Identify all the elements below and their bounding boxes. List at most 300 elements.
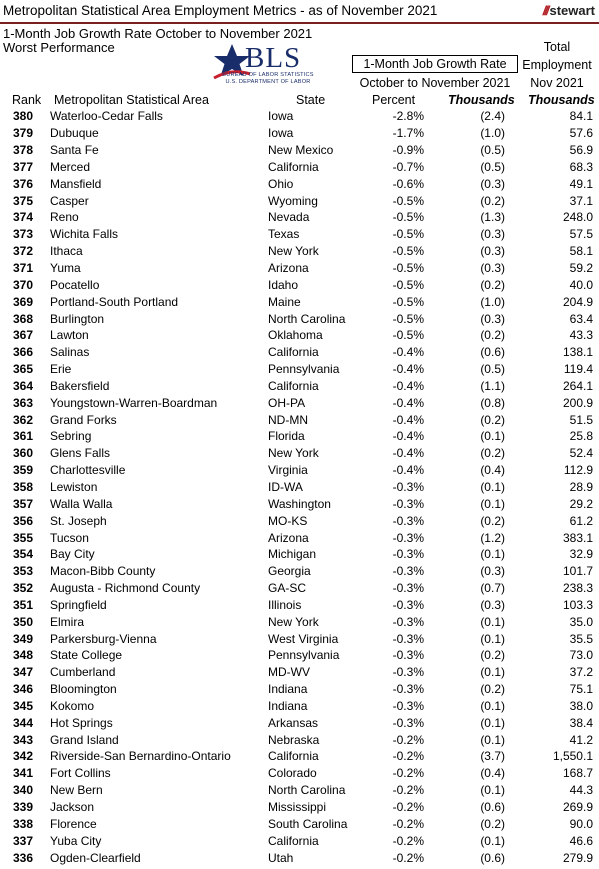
cell-msa: Charlottesville xyxy=(50,463,126,478)
cell-th: (0.6) xyxy=(480,850,505,865)
cell-emp: 59.2 xyxy=(569,261,593,276)
cell-rank: 349 xyxy=(12,631,34,646)
cell-emp: 279.9 xyxy=(562,850,593,865)
cell-pct: -0.3% xyxy=(392,547,424,562)
cell-msa: Jackson xyxy=(50,800,95,815)
cell-rank: 357 xyxy=(12,496,34,511)
table-row xyxy=(0,108,593,125)
cell-msa: Augusta - Richmond County xyxy=(50,581,201,596)
cell-emp: 138.1 xyxy=(562,345,593,360)
period-header: October to November 2021 xyxy=(359,76,511,90)
cell-th: (0.1) xyxy=(480,496,505,511)
cell-th: (2.4) xyxy=(480,109,505,124)
cell-msa: Yuma xyxy=(50,261,81,276)
cell-th: (1.3) xyxy=(480,210,505,225)
cell-rank: 367 xyxy=(12,328,34,343)
cell-pct: -0.3% xyxy=(392,564,424,579)
cell-th: (0.6) xyxy=(480,800,505,815)
cell-th: (0.1) xyxy=(480,631,505,646)
cell-th: (0.6) xyxy=(480,345,505,360)
cell-state: California xyxy=(268,378,319,393)
cell-emp: 32.9 xyxy=(569,547,593,562)
cell-pct: -0.5% xyxy=(392,210,424,225)
table-row xyxy=(0,243,593,260)
cell-msa: Bloomington xyxy=(50,682,117,697)
cell-th: (0.2) xyxy=(480,412,505,427)
cell-th: (0.8) xyxy=(480,395,505,410)
cell-pct: -0.4% xyxy=(392,463,424,478)
cell-rank: 377 xyxy=(12,159,34,174)
cell-th: (0.2) xyxy=(480,446,505,461)
cell-state: Idaho xyxy=(268,277,299,292)
page-title: Metropolitan Statistical Area Employment Metrics - as of November 2021 xyxy=(3,3,438,18)
cell-state: ND-MN xyxy=(268,412,308,427)
table-row xyxy=(0,563,593,580)
cell-emp: 29.2 xyxy=(569,496,593,511)
cell-pct: -0.3% xyxy=(392,648,424,663)
cell-emp: 168.7 xyxy=(562,766,593,781)
table-row xyxy=(0,462,593,479)
cell-state: Virginia xyxy=(268,463,308,478)
table-row xyxy=(0,479,593,496)
cell-emp: 52.4 xyxy=(569,446,593,461)
cell-state: Arizona xyxy=(268,530,309,545)
table-row xyxy=(0,394,593,411)
table-row xyxy=(0,782,593,799)
cell-th: (3.7) xyxy=(480,749,505,764)
stewart-logo: /// stewart xyxy=(542,3,595,18)
table-row xyxy=(0,276,593,293)
cell-pct: -0.4% xyxy=(392,446,424,461)
cell-emp: 40.0 xyxy=(569,277,593,292)
cell-state: California xyxy=(268,833,319,848)
cell-rank: 339 xyxy=(12,800,34,815)
cell-state: New York xyxy=(268,446,319,461)
table-row xyxy=(0,580,593,597)
cell-rank: 378 xyxy=(12,143,34,158)
table-row xyxy=(0,327,593,344)
cell-state: Indiana xyxy=(268,682,308,697)
cell-msa: Ithaca xyxy=(50,244,83,259)
cell-rank: 374 xyxy=(12,210,34,225)
cell-emp: 44.3 xyxy=(569,783,593,798)
cell-th: (0.1) xyxy=(480,698,505,713)
cell-msa: Macon-Bibb County xyxy=(50,564,156,579)
table-row xyxy=(0,529,593,546)
table-row xyxy=(0,293,593,310)
cell-th: (0.1) xyxy=(480,429,505,444)
cell-th: (0.2) xyxy=(480,513,505,528)
cell-state: Colorado xyxy=(268,766,317,781)
cell-pct: -0.3% xyxy=(392,715,424,730)
cell-th: (0.2) xyxy=(480,277,505,292)
table-row xyxy=(0,765,593,782)
cell-state: Michigan xyxy=(268,547,317,562)
cell-state: Utah xyxy=(268,850,294,865)
cell-pct: -0.3% xyxy=(392,631,424,646)
cell-emp: 248.0 xyxy=(562,210,593,225)
cell-pct: -0.6% xyxy=(392,176,424,191)
cell-rank: 362 xyxy=(12,412,34,427)
cell-state: New York xyxy=(268,244,319,259)
cell-pct: -0.3% xyxy=(392,530,424,545)
cell-emp: 84.1 xyxy=(569,109,593,124)
cell-pct: -0.7% xyxy=(392,159,424,174)
cell-rank: 370 xyxy=(12,277,34,292)
cell-pct: -0.4% xyxy=(392,378,424,393)
cell-state: Illinois xyxy=(268,597,302,612)
table-row xyxy=(0,698,593,715)
cell-rank: 363 xyxy=(12,395,34,410)
cell-th: (0.1) xyxy=(480,614,505,629)
cell-pct: -1.7% xyxy=(392,126,424,141)
cell-rank: 340 xyxy=(12,783,34,798)
cell-rank: 355 xyxy=(12,530,34,545)
cell-emp: 43.3 xyxy=(569,328,593,343)
cell-msa: Reno xyxy=(50,210,79,225)
cell-th: (0.3) xyxy=(480,244,505,259)
column-header-rank: Rank xyxy=(12,93,42,107)
cell-state: New York xyxy=(268,614,319,629)
cell-th: (0.2) xyxy=(480,193,505,208)
table-row xyxy=(0,731,593,748)
cell-state: Arkansas xyxy=(268,715,319,730)
table-row xyxy=(0,664,593,681)
cell-th: (0.1) xyxy=(480,665,505,680)
cell-state: Georgia xyxy=(268,564,311,579)
cell-emp: 200.9 xyxy=(562,395,593,410)
cell-rank: 373 xyxy=(12,227,34,242)
total-header-line1: Total xyxy=(543,40,571,54)
cell-msa: Salinas xyxy=(50,345,90,360)
table-row xyxy=(0,546,593,563)
cell-emp: 90.0 xyxy=(569,816,593,831)
cell-rank: 368 xyxy=(12,311,34,326)
cell-pct: -0.4% xyxy=(392,412,424,427)
table-row xyxy=(0,344,593,361)
column-header-state: State xyxy=(296,93,326,107)
cell-pct: -0.2% xyxy=(392,783,424,798)
table-row xyxy=(0,445,593,462)
cell-rank: 361 xyxy=(12,429,34,444)
cell-pct: -0.5% xyxy=(392,328,424,343)
cell-rank: 345 xyxy=(12,698,34,713)
cell-msa: Fort Collins xyxy=(50,766,111,781)
cell-pct: -0.5% xyxy=(392,244,424,259)
cell-msa: Santa Fe xyxy=(50,143,99,158)
cell-th: (0.2) xyxy=(480,816,505,831)
cell-emp: 56.9 xyxy=(569,143,593,158)
cell-pct: -0.4% xyxy=(392,345,424,360)
table-row xyxy=(0,378,593,395)
cell-msa: Grand Forks xyxy=(50,412,117,427)
cell-msa: Dubuque xyxy=(50,126,99,141)
cell-rank: 359 xyxy=(12,463,34,478)
cell-pct: -0.3% xyxy=(392,479,424,494)
cell-th: (1.0) xyxy=(480,126,505,141)
cell-rank: 351 xyxy=(12,597,34,612)
bls-logo-department: U.S. DEPARTMENT OF LABOR xyxy=(225,79,311,85)
table-row xyxy=(0,849,593,866)
cell-rank: 352 xyxy=(12,581,34,596)
cell-emp: 204.9 xyxy=(562,294,593,309)
cell-rank: 342 xyxy=(12,749,34,764)
cell-rank: 350 xyxy=(12,614,34,629)
cell-msa: Tucson xyxy=(50,530,89,545)
cell-rank: 366 xyxy=(12,345,34,360)
cell-state: Florida xyxy=(268,429,305,444)
cell-pct: -0.3% xyxy=(392,513,424,528)
cell-rank: 337 xyxy=(12,833,34,848)
cell-state: West Virginia xyxy=(268,631,339,646)
cell-state: Arizona xyxy=(268,261,309,276)
cell-emp: 75.1 xyxy=(569,682,593,697)
cell-msa: Wichita Falls xyxy=(50,227,119,242)
cell-th: (0.5) xyxy=(480,362,505,377)
bls-logo-text: BLS xyxy=(245,42,302,74)
cell-rank: 364 xyxy=(12,378,34,393)
cell-emp: 28.9 xyxy=(569,479,593,494)
cell-emp: 103.3 xyxy=(562,597,593,612)
table-row xyxy=(0,815,593,832)
cell-rank: 376 xyxy=(12,176,34,191)
cell-pct: -0.2% xyxy=(392,816,424,831)
cell-emp: 73.0 xyxy=(569,648,593,663)
cell-pct: -0.5% xyxy=(392,311,424,326)
cell-emp: 101.7 xyxy=(562,564,593,579)
cell-pct: -0.5% xyxy=(392,277,424,292)
cell-th: (1.0) xyxy=(480,294,505,309)
cell-msa: New Bern xyxy=(50,783,103,798)
cell-rank: 341 xyxy=(12,766,34,781)
table-row xyxy=(0,748,593,765)
cell-rank: 365 xyxy=(12,362,34,377)
table-row xyxy=(0,714,593,731)
cell-rank: 380 xyxy=(12,109,34,124)
cell-msa: St. Joseph xyxy=(50,513,107,528)
cell-rank: 379 xyxy=(12,126,34,141)
cell-pct: -0.2% xyxy=(392,800,424,815)
cell-msa: Portland-South Portland xyxy=(50,294,179,309)
cell-th: (0.2) xyxy=(480,328,505,343)
column-header-employment-thousands: Thousands xyxy=(528,93,595,107)
cell-msa: Elmira xyxy=(50,614,85,629)
cell-emp: 35.5 xyxy=(569,631,593,646)
cell-state: ID-WA xyxy=(268,479,303,494)
table-row xyxy=(0,260,593,277)
cell-rank: 356 xyxy=(12,513,34,528)
table-row xyxy=(0,428,593,445)
cell-emp: 63.4 xyxy=(569,311,593,326)
cell-emp: 264.1 xyxy=(562,378,593,393)
table-row xyxy=(0,799,593,816)
cell-emp: 57.5 xyxy=(569,227,593,242)
cell-pct: -2.8% xyxy=(392,109,424,124)
cell-msa: Youngstown-Warren-Boardman xyxy=(50,395,218,410)
cell-pct: -0.5% xyxy=(392,227,424,242)
cell-state: California xyxy=(268,749,319,764)
cell-msa: Bay City xyxy=(50,547,95,562)
cell-emp: 38.0 xyxy=(569,698,593,713)
cell-state: MO-KS xyxy=(268,513,308,528)
table-row xyxy=(0,411,593,428)
cell-pct: -0.3% xyxy=(392,597,424,612)
table-row xyxy=(0,647,593,664)
cell-emp: 41.2 xyxy=(569,732,593,747)
cell-state: Pennsylvania xyxy=(268,362,340,377)
column-header-thousands: Thousands xyxy=(448,93,515,107)
cell-msa: Parkersburg-Vienna xyxy=(50,631,157,646)
cell-pct: -0.3% xyxy=(392,698,424,713)
table-row xyxy=(0,613,593,630)
cell-pct: -0.3% xyxy=(392,665,424,680)
table-row xyxy=(0,596,593,613)
cell-th: (0.3) xyxy=(480,227,505,242)
cell-rank: 344 xyxy=(12,715,34,730)
cell-rank: 354 xyxy=(12,547,34,562)
cell-th: (0.1) xyxy=(480,732,505,747)
cell-emp: 61.2 xyxy=(569,513,593,528)
cell-msa: Ogden-Clearfield xyxy=(50,850,141,865)
cell-msa: Merced xyxy=(50,159,91,174)
cell-rank: 372 xyxy=(12,244,34,259)
cell-emp: 119.4 xyxy=(563,362,593,377)
table-row xyxy=(0,175,593,192)
cell-rank: 360 xyxy=(12,446,34,461)
cell-state: Mississippi xyxy=(268,800,327,815)
cell-msa: Sebring xyxy=(50,429,92,444)
cell-msa: Waterloo-Cedar Falls xyxy=(50,109,163,124)
cell-msa: Kokomo xyxy=(50,698,95,713)
cell-pct: -0.2% xyxy=(392,850,424,865)
table-row xyxy=(0,125,593,142)
cell-emp: 49.1 xyxy=(569,176,593,191)
cell-state: North Carolina xyxy=(268,311,346,326)
cell-emp: 112.9 xyxy=(563,463,593,478)
cell-msa: Yuba City xyxy=(50,833,102,848)
cell-th: (0.1) xyxy=(480,479,505,494)
cell-msa: Springfield xyxy=(50,597,107,612)
cell-state: New Mexico xyxy=(268,143,334,158)
subtitle-worst-performance: Worst Performance xyxy=(3,40,115,55)
cell-emp: 58.1 xyxy=(569,244,593,259)
cell-msa: Cumberland xyxy=(50,665,116,680)
cell-emp: 383.1 xyxy=(562,530,593,545)
table-row xyxy=(0,495,593,512)
table-row xyxy=(0,226,593,243)
cell-rank: 369 xyxy=(12,294,34,309)
cell-pct: -0.2% xyxy=(392,833,424,848)
cell-th: (0.3) xyxy=(480,597,505,612)
cell-msa: Bakersfield xyxy=(50,378,110,393)
cell-th: (0.3) xyxy=(480,261,505,276)
table-row xyxy=(0,512,593,529)
cell-pct: -0.4% xyxy=(392,429,424,444)
cell-emp: 1,550.1 xyxy=(552,749,593,764)
cell-pct: -0.3% xyxy=(392,496,424,511)
cell-rank: 347 xyxy=(12,665,34,680)
cell-th: (0.1) xyxy=(480,547,505,562)
cell-th: (0.7) xyxy=(480,581,505,596)
cell-state: Maine xyxy=(268,294,301,309)
msa-table xyxy=(0,108,593,866)
cell-emp: 238.3 xyxy=(562,581,593,596)
cell-state: Iowa xyxy=(268,126,294,141)
cell-rank: 343 xyxy=(12,732,34,747)
table-row xyxy=(0,681,593,698)
cell-state: GA-SC xyxy=(268,581,307,596)
cell-state: Ohio xyxy=(268,176,294,191)
growth-rate-box-header: 1-Month Job Growth Rate xyxy=(352,55,518,73)
table-row xyxy=(0,630,593,647)
column-header-msa: Metropolitan Statistical Area xyxy=(54,93,209,107)
cell-rank: 371 xyxy=(12,261,34,276)
cell-emp: 269.9 xyxy=(562,800,593,815)
cell-rank: 346 xyxy=(12,682,34,697)
cell-emp: 46.6 xyxy=(569,833,593,848)
cell-rank: 375 xyxy=(12,193,34,208)
cell-th: (0.2) xyxy=(480,682,505,697)
cell-emp: 35.0 xyxy=(569,614,593,629)
cell-msa: Hot Springs xyxy=(50,715,113,730)
cell-pct: -0.9% xyxy=(392,143,424,158)
cell-msa: Mansfield xyxy=(50,176,102,191)
cell-rank: 338 xyxy=(12,816,34,831)
cell-th: (0.3) xyxy=(480,176,505,191)
cell-msa: Erie xyxy=(50,362,72,377)
cell-msa: Lawton xyxy=(50,328,89,343)
cell-pct: -0.5% xyxy=(392,261,424,276)
cell-msa: Florence xyxy=(50,816,97,831)
cell-th: (0.5) xyxy=(480,143,505,158)
cell-state: Washington xyxy=(268,496,331,511)
cell-th: (0.1) xyxy=(480,715,505,730)
subtitle-growth-rate: 1-Month Job Growth Rate October to November 2021 xyxy=(3,26,313,41)
cell-th: (0.5) xyxy=(480,159,505,174)
cell-th: (1.1) xyxy=(480,378,505,393)
cell-emp: 51.5 xyxy=(569,412,593,427)
cell-pct: -0.5% xyxy=(392,193,424,208)
cell-msa: Lewiston xyxy=(50,479,98,494)
cell-th: (0.4) xyxy=(480,463,505,478)
cell-state: Nevada xyxy=(268,210,310,225)
cell-state: North Carolina xyxy=(268,783,346,798)
table-row xyxy=(0,159,593,176)
cell-state: Texas xyxy=(268,227,300,242)
cell-state: California xyxy=(268,345,319,360)
cell-rank: 353 xyxy=(12,564,34,579)
cell-pct: -0.3% xyxy=(392,581,424,596)
cell-th: (0.3) xyxy=(480,564,505,579)
table-row xyxy=(0,209,593,226)
cell-msa: Riverside-San Bernardino-Ontario xyxy=(50,749,231,764)
table-row xyxy=(0,832,593,849)
cell-state: OH-PA xyxy=(268,395,306,410)
cell-pct: -0.2% xyxy=(392,732,424,747)
cell-emp: 68.3 xyxy=(569,159,593,174)
cell-state: Oklahoma xyxy=(268,328,323,343)
cell-th: (0.2) xyxy=(480,648,505,663)
cell-pct: -0.5% xyxy=(392,294,424,309)
table-row xyxy=(0,361,593,378)
cell-msa: Grand Island xyxy=(50,732,119,747)
cell-pct: -0.4% xyxy=(392,395,424,410)
cell-msa: Burlington xyxy=(50,311,105,326)
total-header-line2: Employment xyxy=(522,58,592,72)
cell-emp: 57.6 xyxy=(569,126,593,141)
cell-emp: 38.4 xyxy=(569,715,593,730)
cell-msa: Walla Walla xyxy=(50,496,113,511)
